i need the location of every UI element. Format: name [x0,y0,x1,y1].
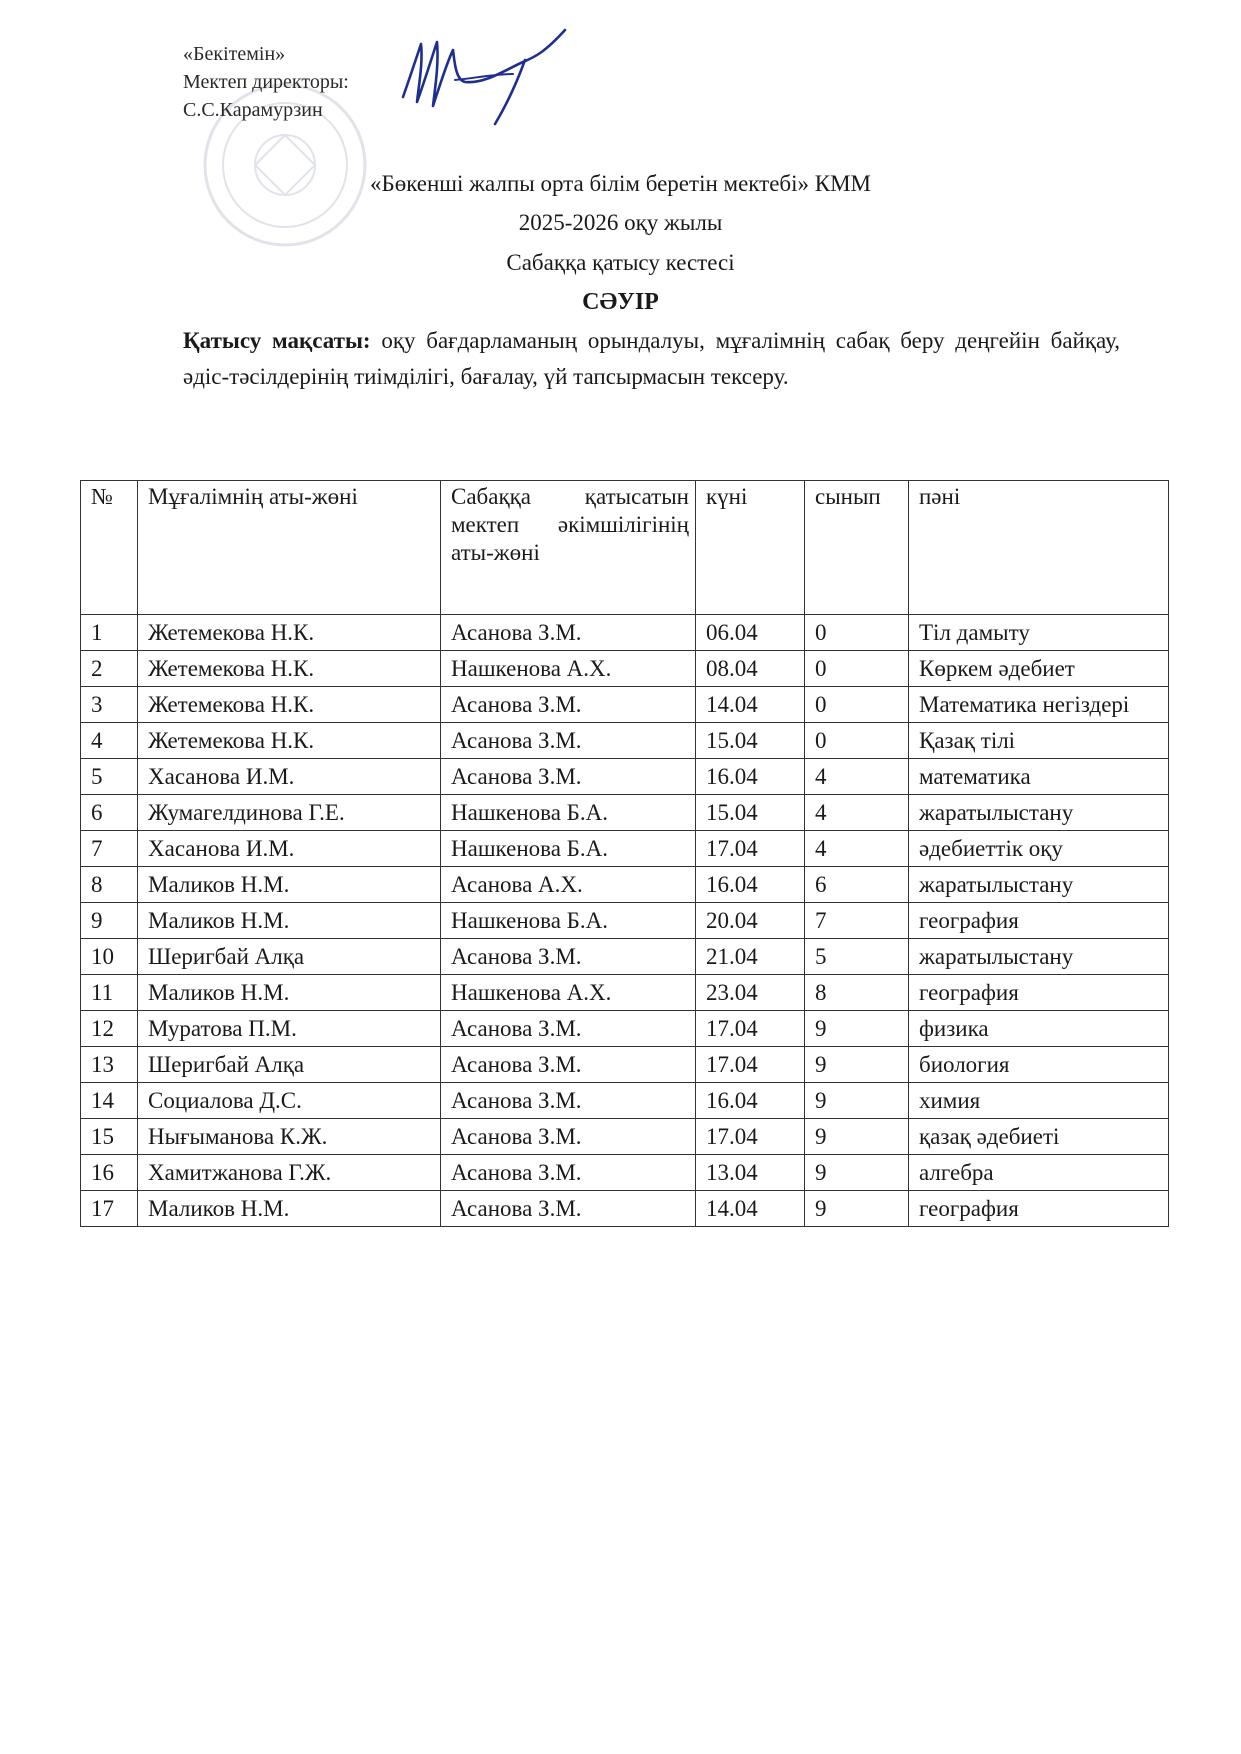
subject-name: Көркем әдебиет [909,651,1169,687]
table-row [81,759,1169,795]
column-header-date: күні [696,481,805,615]
teacher-name: Маликов Н.М. [138,975,441,1011]
table-row [81,723,1169,759]
column-header-teacher: Мұғалімнің аты-жөні [138,481,441,615]
admin-name: Нашкенова Б.А. [441,795,696,831]
lesson-date: 20.04 [696,903,805,939]
admin-name: Асанова З.М. [441,1083,696,1119]
row-number: 8 [81,867,138,903]
lesson-date: 17.04 [696,1047,805,1083]
lesson-date: 14.04 [696,1191,805,1227]
class-grade: 9 [805,1119,909,1155]
class-grade: 0 [805,723,909,759]
class-grade: 7 [805,903,909,939]
table-header [81,481,1169,615]
class-grade: 9 [805,1083,909,1119]
row-number: 10 [81,939,138,975]
lesson-date: 23.04 [696,975,805,1011]
row-number: 6 [81,795,138,831]
lesson-date: 15.04 [696,795,805,831]
admin-name: Нашкенова Б.А. [441,831,696,867]
class-grade: 4 [805,759,909,795]
subject-name: физика [909,1011,1169,1047]
table-row [81,867,1169,903]
approval-block [183,40,349,124]
purpose-text: оқу бағдарламаның орындалуы, мұғалімнің сабақ беру деңгейін байқау, әдіс-тәсілдерінің тиімділігі, бағалау, үй тапсырмасын тексеру. [183,328,1121,389]
month-title: СӘУІР [582,289,659,315]
subject-name: жаратылыстану [909,867,1169,903]
teacher-name: Нығыманова К.Ж. [138,1119,441,1155]
table-row [81,975,1169,1011]
admin-name: Асанова З.М. [441,615,696,651]
lesson-date: 17.04 [696,831,805,867]
class-grade: 9 [805,1155,909,1191]
class-grade: 9 [805,1191,909,1227]
teacher-name: Хасанова И.М. [138,759,441,795]
class-grade: 4 [805,795,909,831]
row-number: 14 [81,1083,138,1119]
teacher-name: Социалова Д.С. [138,1083,441,1119]
subject-name: әдебиеттік оқу [909,831,1169,867]
table-row [81,1047,1169,1083]
row-number: 7 [81,831,138,867]
row-number: 4 [81,723,138,759]
lesson-date: 16.04 [696,759,805,795]
lesson-date: 06.04 [696,615,805,651]
table-body [81,615,1169,1227]
table-row [81,651,1169,687]
teacher-name: Жетемекова Н.К. [138,651,441,687]
admin-name: Нашкенова А.Х. [441,651,696,687]
table-row [81,1119,1169,1155]
table-row [81,939,1169,975]
admin-name: Асанова З.М. [441,1119,696,1155]
organization-title: «Бөкенші жалпы орта білім беретін мектебі» КММ [369,171,871,196]
teacher-name: Шеригбай Алқа [138,1047,441,1083]
class-grade: 9 [805,1011,909,1047]
column-header-admin-label: Сабаққа қатысатын мектеп әкімшілігінің аты-жөні [451,484,689,565]
row-number: 9 [81,903,138,939]
admin-name: Асанова З.М. [441,687,696,723]
subject-name: математика [909,759,1169,795]
subject-name: алгебра [909,1155,1169,1191]
teacher-name: Муратова П.М. [138,1011,441,1047]
subject-name: қазақ әдебиеті [909,1119,1169,1155]
table-row [81,615,1169,651]
column-header-subject: пәні [909,481,1169,615]
admin-name: Нашкенова А.Х. [441,975,696,1011]
table-row [81,795,1169,831]
table-row [81,1155,1169,1191]
lesson-date: 17.04 [696,1119,805,1155]
subject-name: география [909,903,1169,939]
teacher-name: Маликов Н.М. [138,903,441,939]
document-title: Сабаққа қатысу кестесі [506,250,735,275]
purpose-label: Қатысу мақсаты: [183,328,371,353]
row-number: 15 [81,1119,138,1155]
row-number: 3 [81,687,138,723]
class-grade: 0 [805,615,909,651]
table-row [81,687,1169,723]
admin-name: Асанова З.М. [441,723,696,759]
teacher-name: Маликов Н.М. [138,867,441,903]
table-row [81,1011,1169,1047]
teacher-name: Маликов Н.М. [138,1191,441,1227]
column-header-admin [441,481,696,615]
subject-name: биология [909,1047,1169,1083]
lesson-date: 13.04 [696,1155,805,1191]
admin-name: Асанова З.М. [441,759,696,795]
class-grade: 9 [805,1047,909,1083]
teacher-name: Хасанова И.М. [138,831,441,867]
subject-name: география [909,975,1169,1011]
admin-name: Асанова З.М. [441,1191,696,1227]
row-number: 17 [81,1191,138,1227]
subject-name: география [909,1191,1169,1227]
lesson-date: 08.04 [696,651,805,687]
table-row [81,1083,1169,1119]
academic-year: 2025-2026 оқу жылы [518,210,723,235]
lesson-date: 15.04 [696,723,805,759]
teacher-name: Жетемекова Н.К. [138,687,441,723]
purpose-paragraph [183,323,1120,395]
subject-name: Қазақ тілі [909,723,1169,759]
subject-name: Тіл дамыту [909,615,1169,651]
admin-name: Асанова З.М. [441,1047,696,1083]
row-number: 16 [81,1155,138,1191]
table-row [81,831,1169,867]
class-grade: 0 [805,687,909,723]
class-grade: 4 [805,831,909,867]
table-row [81,1191,1169,1227]
approval-position: Мектеп директоры: [183,71,349,93]
attendance-schedule-table [80,480,1169,1227]
teacher-name: Хамитжанова Г.Ж. [138,1155,441,1191]
subject-name: Математика негіздері [909,687,1169,723]
subject-name: жаратылыстану [909,939,1169,975]
class-grade: 0 [805,651,909,687]
row-number: 2 [81,651,138,687]
lesson-date: 17.04 [696,1011,805,1047]
column-header-grade: сынып [805,481,909,615]
row-number: 13 [81,1047,138,1083]
lesson-date: 16.04 [696,1083,805,1119]
row-number: 12 [81,1011,138,1047]
lesson-date: 14.04 [696,687,805,723]
admin-name: Асанова З.М. [441,1155,696,1191]
admin-name: Нашкенова Б.А. [441,903,696,939]
class-grade: 6 [805,867,909,903]
teacher-name: Шеригбай Алқа [138,939,441,975]
column-header-number: № [81,481,138,615]
approval-director-name: С.С.Карамурзин [183,99,323,121]
teacher-name: Жумагелдинова Г.Е. [138,795,441,831]
teacher-name: Жетемекова Н.К. [138,615,441,651]
lesson-date: 21.04 [696,939,805,975]
approval-title: «Бекітемін» [183,43,286,65]
admin-name: Асанова З.М. [441,939,696,975]
table-row [81,903,1169,939]
class-grade: 8 [805,975,909,1011]
class-grade: 5 [805,939,909,975]
admin-name: Асанова А.Х. [441,867,696,903]
teacher-name: Жетемекова Н.К. [138,723,441,759]
row-number: 5 [81,759,138,795]
admin-name: Асанова З.М. [441,1011,696,1047]
row-number: 1 [81,615,138,651]
row-number: 11 [81,975,138,1011]
director-signature [395,22,570,127]
table-header-row [81,481,1169,615]
lesson-date: 16.04 [696,867,805,903]
subject-name: жаратылыстану [909,795,1169,831]
subject-name: химия [909,1083,1169,1119]
